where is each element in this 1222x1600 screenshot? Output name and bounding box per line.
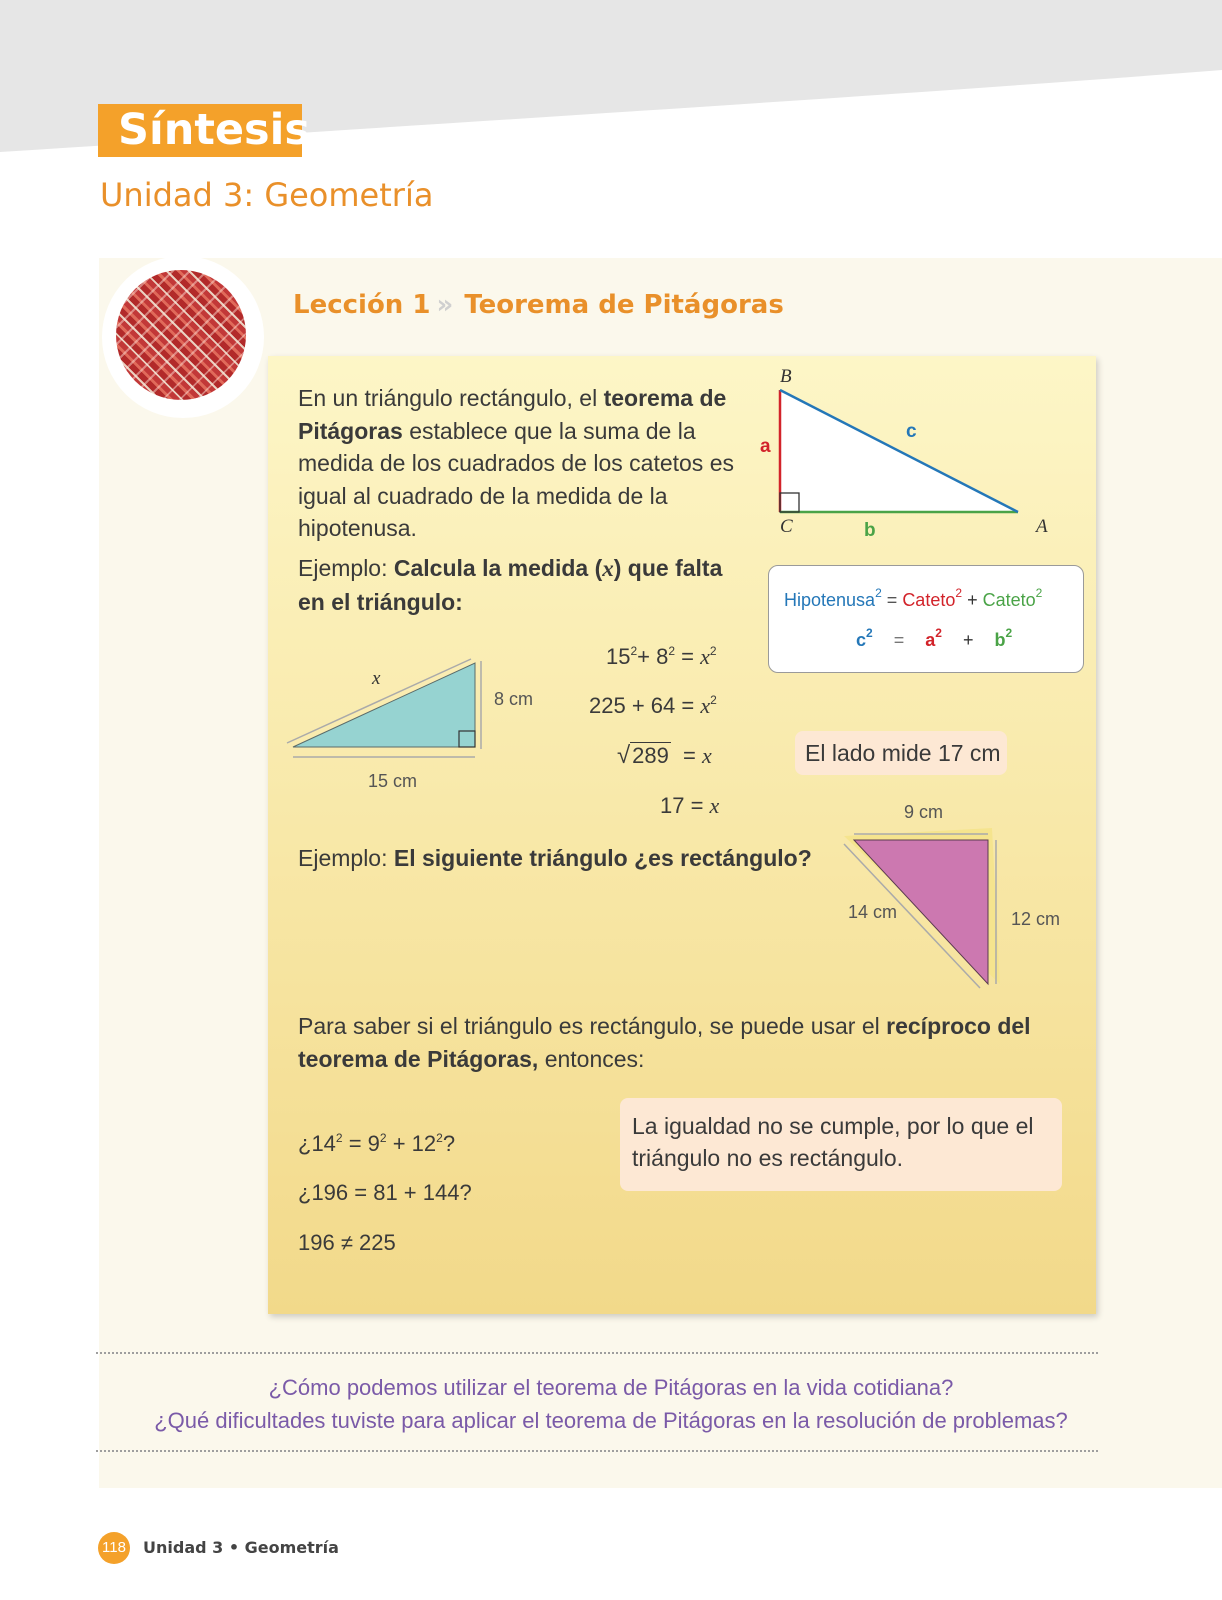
plus: + <box>967 590 978 610</box>
var: x <box>700 644 710 669</box>
triangle-2-left-label: 14 cm <box>848 902 898 922</box>
result-text: El lado mide 17 cm <box>805 740 1001 766</box>
check-2: ¿196 = 81 + 144? <box>298 1180 472 1205</box>
radicand: 289 <box>632 743 669 768</box>
intro-bold: teorema de Pitágoras <box>298 385 727 444</box>
reciprocal-paragraph <box>298 1010 1058 1075</box>
unit-title: Unidad 3: Geometría <box>100 176 434 214</box>
formula-c: c <box>856 630 867 650</box>
woven-fabric-photo <box>116 270 246 400</box>
exp: 2 <box>935 626 942 640</box>
exp: 2 <box>875 586 882 600</box>
formula-letters <box>856 626 1012 651</box>
footer-text: Unidad 3 • Geometría <box>143 1538 339 1557</box>
intro-paragraph <box>298 382 738 545</box>
sqrt-icon: √ <box>617 742 631 769</box>
teal-triangle <box>285 655 485 775</box>
pythagoras-formula-box <box>768 565 1084 673</box>
side-a-label: a <box>760 436 771 457</box>
vertex-c: C <box>780 516 793 537</box>
formula-words <box>784 586 1042 611</box>
lesson-name: Teorema de Pitágoras <box>464 290 784 320</box>
exp: 2 <box>955 586 963 600</box>
var: x <box>700 693 711 718</box>
formula-hipotenusa: Hipotenusa <box>784 590 876 610</box>
equals: = <box>893 630 905 650</box>
intro-text: En un triángulo rectángulo, el <box>298 385 604 411</box>
formula-a: a <box>925 630 936 650</box>
vertex-b: B <box>780 366 792 387</box>
exp: 2 <box>710 693 717 707</box>
dotted-divider <box>96 1450 1098 1452</box>
side-b-label: b <box>864 520 876 541</box>
exp: 2 <box>668 644 676 658</box>
step-3 <box>617 742 712 770</box>
reflection-question-1: ¿Cómo podemos utilizar el teorema de Pitágoras en la vida cotidiana? <box>268 1375 954 1400</box>
t: 225 + 64 = <box>589 693 701 718</box>
var: x <box>701 743 712 768</box>
intro-rest: establece que la suma de la medida de los cuadrados de los catetos es igual al cuadrado de la medida de la hipotenusa. <box>298 417 734 541</box>
triangle-1-base-label: 15 cm <box>368 771 418 791</box>
step-2 <box>589 693 717 719</box>
bold: recíproco del teorema de Pitágoras, <box>298 1013 1031 1072</box>
reflection-question-2: ¿Qué dificultades tuviste para aplicar el teorema de Pitágoras en la resolución de problemas? <box>154 1408 1068 1433</box>
conclusion-text: La igualdad no se cumple, por lo que el triángulo no es rectángulo. <box>632 1113 1034 1171</box>
equals: = <box>886 590 898 610</box>
example-1-prompt <box>298 552 738 618</box>
exp: 2 <box>1005 626 1013 640</box>
check-1 <box>298 1131 455 1157</box>
t: + 12 <box>386 1131 437 1156</box>
formula-b: b <box>994 630 1006 650</box>
vertex-a: A <box>1036 516 1048 537</box>
t: 17 = <box>660 793 710 818</box>
synthesis-label: Síntesis <box>118 105 310 155</box>
triangle-1-height-label: 8 cm <box>494 689 534 709</box>
step-4 <box>660 793 719 819</box>
synthesis-tab <box>98 104 310 157</box>
conclusion-pill <box>620 1098 1062 1191</box>
side-c-label: c <box>906 421 917 442</box>
exp: 2 <box>866 626 873 640</box>
page-number: 118 <box>98 1532 130 1564</box>
dotted-divider <box>96 1352 1098 1354</box>
example-prefix: Ejemplo: <box>298 555 394 581</box>
result-pill <box>795 731 1007 775</box>
exp: 2 <box>630 644 638 658</box>
exp: 2 <box>436 1131 443 1145</box>
plus: + <box>962 630 974 650</box>
t: = 9 <box>342 1131 380 1156</box>
lesson-title <box>293 290 784 320</box>
t: ¿14 <box>298 1131 336 1156</box>
t: Para saber si el triángulo es rectángulo, se puede usar el <box>298 1013 887 1039</box>
exp: 2 <box>1035 586 1043 600</box>
t: + 8 <box>637 644 669 669</box>
example-bold-2: ) que falta en el triángulo: <box>298 555 723 615</box>
triangle-2-right-label: 12 cm <box>1011 909 1061 929</box>
example-prefix: Ejemplo: <box>298 845 394 871</box>
t: ? <box>442 1131 456 1156</box>
exp: 2 <box>379 1131 387 1145</box>
example-var: x <box>602 556 614 581</box>
triangle-1-hyp-label: x <box>372 668 381 689</box>
lesson-number: Lección 1 <box>293 290 431 320</box>
var: x <box>709 793 720 818</box>
exp: 2 <box>709 644 717 658</box>
t: 15 <box>606 644 631 669</box>
exp: 2 <box>335 1131 343 1145</box>
t: entonces: <box>538 1045 645 1072</box>
formula-cateto-2: Cateto <box>982 590 1036 610</box>
t: = <box>676 743 702 768</box>
step-1 <box>606 644 717 670</box>
check-3: 196 ≠ 225 <box>298 1230 396 1255</box>
example-bold: Calcula la medida ( <box>393 555 603 581</box>
example-bold: El siguiente triángulo ¿es rectángulo? <box>393 845 812 871</box>
formula-cateto-1: Cateto <box>902 590 956 610</box>
example-2-prompt <box>298 842 858 875</box>
t: = <box>675 644 701 669</box>
chevron-icon: » <box>436 290 450 320</box>
triangle-2-top-label: 9 cm <box>904 802 944 822</box>
